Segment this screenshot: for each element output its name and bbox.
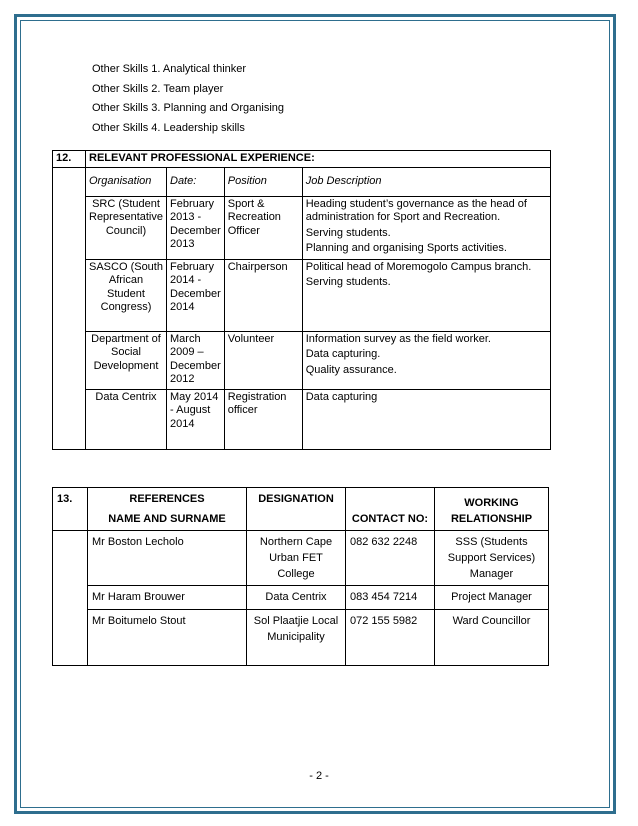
cell-organisation: Department of Social Development: [86, 331, 167, 389]
experience-header-row: [53, 167, 551, 196]
cell-date: March 2009 – December 2012: [167, 331, 225, 389]
header-job-description: Job Description: [302, 167, 550, 196]
other-skills-list: [92, 60, 284, 138]
cell-job-description: [302, 331, 550, 389]
cell-designation: Data Centrix: [247, 586, 346, 610]
number-column-spacer: [53, 531, 88, 666]
table-row: [53, 196, 551, 259]
job-description-line: Serving students.: [305, 226, 391, 239]
cell-job-description: [302, 196, 550, 259]
cell-organisation: SASCO (South African Student Congress): [86, 259, 167, 331]
header-relationship: WORKING RELATIONSHIP: [435, 488, 549, 531]
cell-date: May 2014 - August 2014: [167, 389, 225, 449]
cell-name: Mr Boitumelo Stout: [88, 610, 247, 666]
cell-relationship: SSS (Students Support Services) Manager: [435, 531, 549, 586]
table-row: [53, 259, 551, 331]
header-name: [88, 488, 247, 531]
section-number: 12.: [53, 151, 86, 168]
table-row: [53, 610, 549, 666]
job-description-line: Political head of Moremogolo Campus branch.: [305, 260, 532, 273]
references-header-row: [53, 488, 549, 531]
cell-name: Mr Boston Lecholo: [88, 531, 247, 586]
header-contact: CONTACT NO:: [346, 488, 435, 531]
cell-contact: 072 155 5982: [346, 610, 435, 666]
cell-relationship: Ward Councillor: [435, 610, 549, 666]
cell-job-description: [302, 259, 550, 331]
job-description-line: Serving students.: [305, 276, 391, 288]
cell-designation: Northern Cape Urban FET College: [247, 531, 346, 586]
skill-item: Other Skills 4. Leadership skills: [92, 121, 245, 134]
table-row: [53, 389, 551, 449]
cell-relationship: Project Manager: [435, 586, 549, 610]
cell-designation: Sol Plaatjie Local Municipality: [247, 610, 346, 666]
job-description-line: Heading student’s governance as the head of administration for Sport and Recreation.: [305, 197, 527, 223]
job-description-line: Planning and organising Sports activities.: [305, 242, 507, 254]
skill-item: Other Skills 3. Planning and Organising: [92, 102, 284, 114]
cell-organisation: Data Centrix: [86, 389, 167, 449]
header-references: REFERENCES: [129, 493, 205, 505]
section-title: RELEVANT PROFESSIONAL EXPERIENCE:: [86, 151, 551, 168]
header-date: Date:: [167, 167, 225, 196]
cell-organisation: SRC (Student Representative Council): [86, 196, 167, 259]
cell-position: Chairperson: [224, 259, 302, 331]
experience-table: [52, 150, 551, 450]
cell-date: February 2013 - December 2013: [167, 196, 225, 259]
cell-name: Mr Haram Brouwer: [88, 586, 247, 610]
table-row: [53, 531, 549, 586]
table-row: [53, 586, 549, 610]
header-name-and-surname: NAME AND SURNAME: [108, 513, 226, 525]
cell-position: Volunteer: [224, 331, 302, 389]
page-number: - 2 -: [309, 770, 329, 782]
number-column-spacer: [53, 167, 86, 449]
job-description-line: Information survey as the field worker.: [305, 332, 491, 345]
cell-contact: 082 632 2248: [346, 531, 435, 586]
cell-job-description: [302, 389, 550, 449]
cell-contact: 083 454 7214: [346, 586, 435, 610]
section-number: 13.: [53, 488, 88, 531]
header-designation: DESIGNATION: [247, 488, 346, 531]
job-description-line: Quality assurance.: [305, 363, 397, 376]
cell-date: February 2014 - December 2014: [167, 259, 225, 331]
cell-position: Sport & Recreation Officer: [224, 196, 302, 259]
header-position: Position: [224, 167, 302, 196]
header-organisation: Organisation: [86, 167, 167, 196]
skill-item: Other Skills 1. Analytical thinker: [92, 63, 247, 75]
references-table: [52, 487, 549, 666]
skill-item: Other Skills 2. Team player: [92, 82, 224, 95]
table-row: [53, 331, 551, 389]
cell-position: Registration officer: [224, 389, 302, 449]
job-description-line: Data capturing: [305, 390, 378, 403]
job-description-line: Data capturing.: [305, 348, 381, 360]
